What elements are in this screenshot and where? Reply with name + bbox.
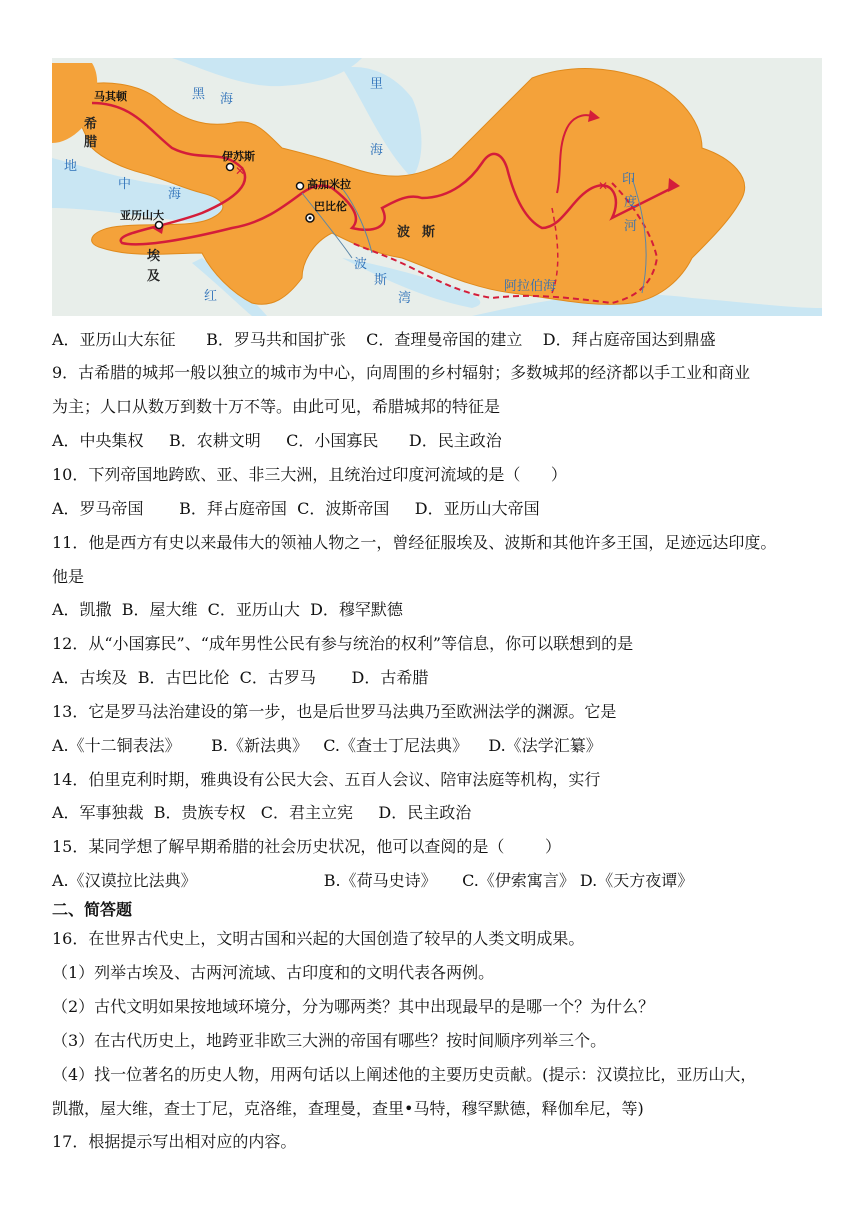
label-persia-1: 波 [397, 225, 411, 240]
label-babylon: 巴比伦 [314, 200, 347, 213]
options-10: A．罗马帝国 B．拜占庭帝国 C．波斯帝国 D．亚历山大帝国 [52, 499, 540, 518]
question-14: 14．伯里克利时期，雅典设有公民大会、五百人会议、陪审法庭等机构，实行 [52, 770, 601, 789]
label-egypt-2: 及 [147, 269, 161, 284]
svg-text:✕: ✕ [598, 179, 609, 193]
label-arabian-sea: 阿拉伯海 [504, 279, 557, 294]
label-issus: 伊苏斯 [222, 150, 255, 163]
section-heading-short-answer: 二、简答题 [52, 900, 133, 919]
question-11-line-2: 他是 [52, 567, 85, 586]
question-15: 15．某同学想了解早期希腊的社会历史状况，他可以查阅的是（ ） [52, 837, 562, 856]
options-11: A．凯撒 B．屋大维 C．亚历山大 D．穆罕默德 [52, 600, 403, 619]
label-black-sea-2: 海 [220, 92, 234, 107]
question-9-line-2: 为主；人口从数万到数十万不等。由此可见，希腊城邦的特征是 [52, 397, 501, 416]
question-16-part-4-line-2: 凯撒，屋大维，查士丁尼，克洛维，查理曼，查里•马特，穆罕默德，释伽牟尼，等) [52, 1099, 644, 1118]
label-persia-2: 斯 [422, 225, 436, 240]
label-macedonia: 马其顿 [94, 90, 127, 103]
label-red-sea: 红 [204, 289, 218, 304]
question-13: 13．它是罗马法治建设的第一步，也是后世罗马法典乃至欧洲法学的渊源。它是 [52, 702, 617, 721]
question-17: 17．根据提示写出相对应的内容。 [52, 1132, 297, 1151]
question-16-part-3: （3）在古代历史上，地跨亚非欧三大洲的帝国有哪些？按时间顺序列举三个。 [52, 1031, 607, 1050]
question-12: 12．从“小国寡民”、“成年男性公民有参与统治的权利”等信息，你可以联想到的是 [52, 634, 634, 653]
label-med-3: 海 [168, 187, 182, 202]
label-black-sea-1: 黑 [192, 87, 206, 102]
label-egypt-1: 埃 [147, 249, 161, 264]
label-med-2: 中 [118, 177, 132, 192]
options-13: A.《十二铜表法》 B.《新法典》 C.《查士丁尼法典》 D.《法学汇纂》 [52, 736, 602, 755]
question-16-part-1: （1）列举古埃及、古两河流域、古印度和的文明代表各两例。 [52, 963, 495, 982]
question-11-line-1: 11．他是西方有史以来最伟大的领袖人物之一，曾经征服埃及、波斯和其他许多王国，足迹远达印度。 [52, 533, 777, 552]
options-9: A．中央集权 B．农耕文明 C．小国寡民 D．民主政治 [52, 431, 502, 450]
label-gaugamela: 高加米拉 [307, 178, 351, 191]
label-indus-2: 度 [624, 195, 638, 210]
question-16: 16．在世界古代史上，文明古国和兴起的大国创造了较早的人类文明成果。 [52, 929, 585, 948]
label-med-1: 地 [64, 159, 78, 174]
options-12: A．古埃及 B．古巴比伦 C．古罗马 D．古希腊 [52, 668, 429, 687]
label-gulf-3: 湾 [398, 291, 412, 306]
question-10: 10．下列帝国地跨欧、亚、非三大洲，且统治过印度河流域的是（ ） [52, 465, 567, 484]
label-indus-3: 河 [624, 219, 638, 234]
label-greece-2: 腊 [84, 135, 98, 150]
options-14: A．军事独裁 B．贵族专权 C．君主立宪 D．民主政治 [52, 803, 472, 822]
label-indus-1: 印 [622, 172, 636, 187]
question-16-part-2: （2）古代文明如果按地域环境分，分为哪两类？其中出现最早的是哪一个？为什么？ [52, 997, 655, 1016]
question-9-line-1: 9．古希腊的城邦一般以独立的城市为中心，向周围的乡村辐射；多数城邦的经济都以手工业和商业 [52, 363, 751, 382]
option-line-8: A．亚历山大东征 B．罗马共和国扩张 C．查理曼帝国的建立 D．拜占庭帝国达到鼎盛 [52, 330, 716, 349]
label-caspian-2: 海 [370, 143, 384, 158]
label-greece-1: 希 [84, 117, 98, 132]
alexander-campaign-map [52, 58, 822, 316]
question-16-part-4-line-1: （4）找一位著名的历史人物，用两句话以上阐述他的主要历史贡献。(提示：汉谟拉比，亚历山大， [52, 1065, 757, 1084]
svg-text:✕: ✕ [235, 164, 246, 178]
label-alexandria: 亚历山大 [120, 209, 164, 222]
options-15: A.《汉谟拉比法典》 B.《荷马史诗》 C.《伊索寓言》 D.《天方夜谭》 [52, 871, 694, 890]
label-gulf-2: 斯 [374, 273, 388, 288]
label-caspian-1: 里 [370, 77, 384, 92]
label-gulf-1: 波 [354, 257, 368, 272]
